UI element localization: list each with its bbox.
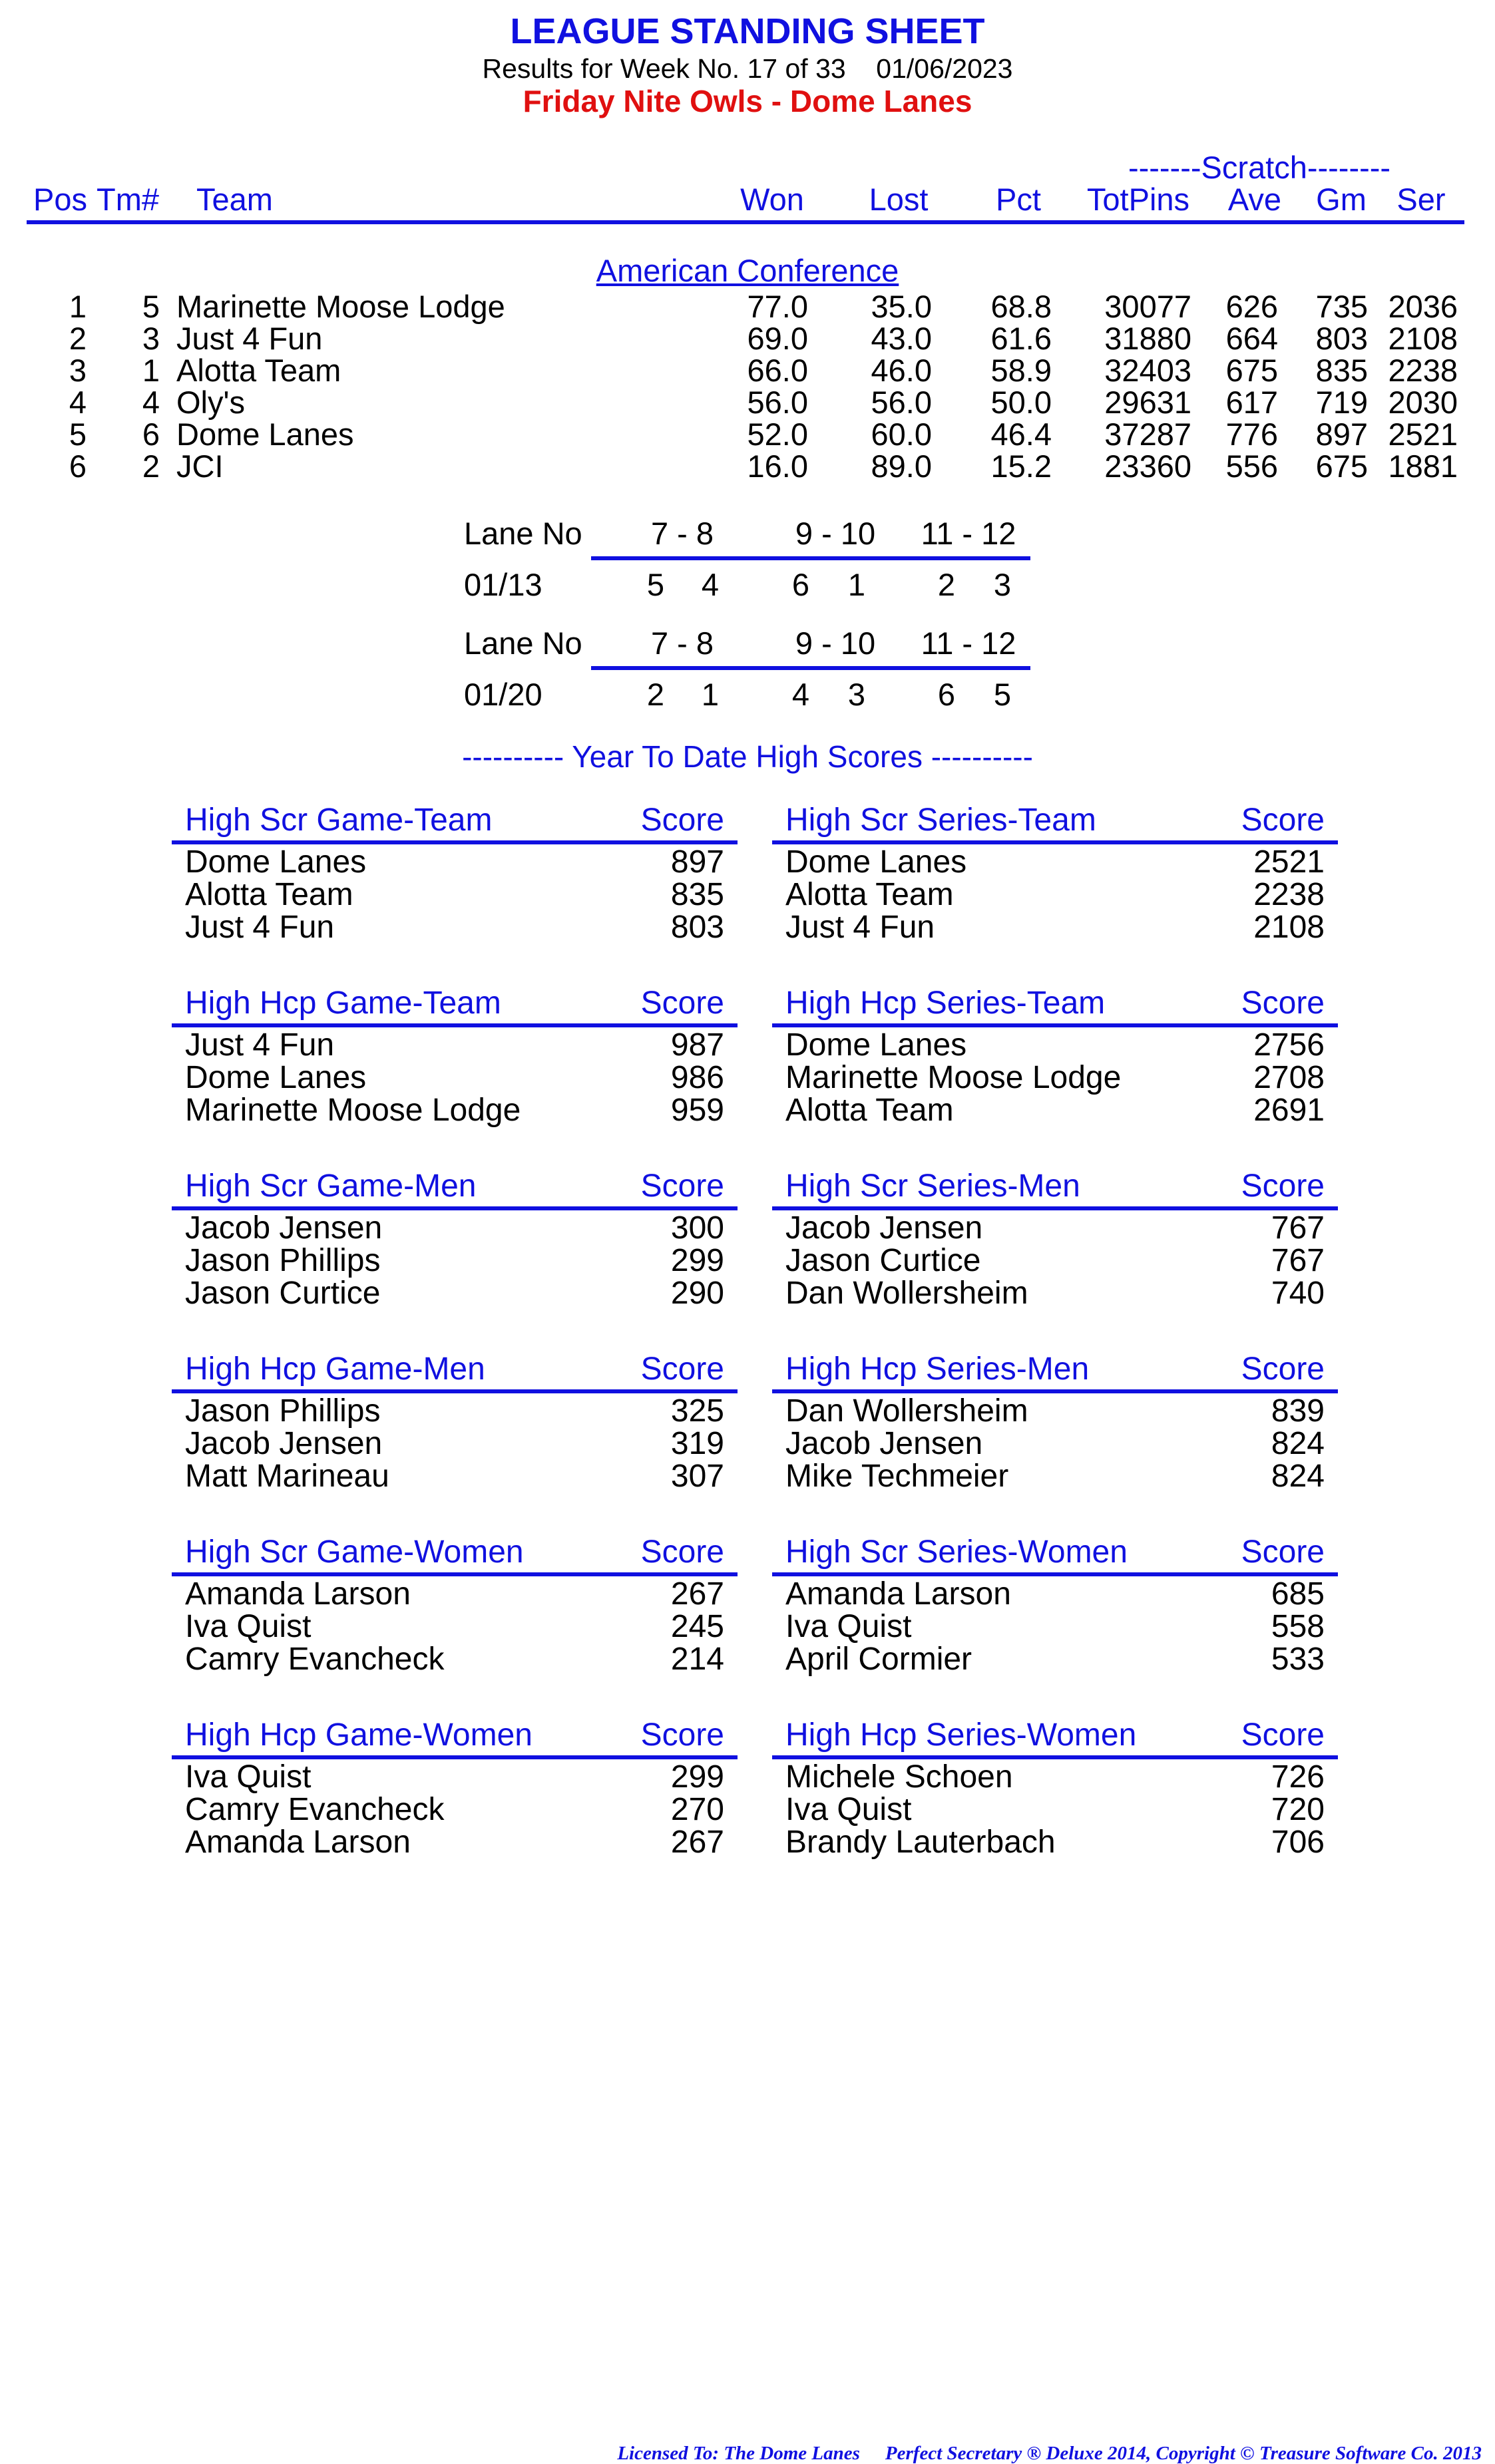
score-box-title: High Scr Series-Team (785, 802, 1096, 838)
lane-date: 01/13 (464, 567, 542, 602)
footer (617, 2443, 1482, 2463)
list-item (172, 1610, 738, 1644)
entry-name: Jacob Jensen (185, 1210, 383, 1246)
pct-cell: 46.4 (990, 417, 1052, 452)
entry-name: Amanda Larson (185, 1825, 411, 1860)
entry-name: Iva Quist (185, 1759, 312, 1795)
list-item (172, 1395, 738, 1428)
score-box-header (172, 985, 738, 1022)
league-name: Friday Nite Owls - Dome Lanes (523, 84, 972, 118)
won-cell: 16.0 (747, 448, 808, 484)
table-row (0, 419, 1495, 450)
license-text: Licensed To: The Dome Lanes (617, 2443, 860, 2464)
entry-name: Dan Wollersheim (785, 1276, 1028, 1311)
sheet-date: 01/06/2023 (876, 53, 1013, 84)
team-cell: Oly's (176, 385, 245, 420)
score-box-high-hcp-series-men (772, 1351, 1338, 1497)
score-column-label: Score (640, 1534, 724, 1570)
entry-name: Camry Evancheck (185, 1792, 445, 1827)
gm-cell: 835 (1315, 353, 1368, 388)
entry-name: Camry Evancheck (185, 1642, 445, 1677)
team-number: 4 (701, 567, 720, 602)
col-team-header: Team (196, 182, 273, 217)
score-column-label: Score (1241, 1717, 1325, 1753)
entry-score: 214 (670, 1642, 724, 1677)
entry-name: Just 4 Fun (185, 1027, 335, 1063)
col-pos-header: Pos (33, 182, 87, 217)
list-item (172, 1578, 738, 1611)
list-item (172, 1061, 738, 1095)
score-box-high-scr-game-men (172, 1168, 738, 1314)
score-box-header (172, 802, 738, 839)
entry-score: 270 (670, 1792, 724, 1827)
list-item (172, 1094, 738, 1127)
entry-score: 2756 (1253, 1027, 1325, 1063)
won-cell: 52.0 (747, 417, 808, 452)
entry-score: 897 (670, 844, 724, 880)
entry-score: 300 (670, 1210, 724, 1246)
entry-score: 835 (670, 877, 724, 912)
totpins-cell: 29631 (1104, 385, 1191, 420)
totpins-cell: 30077 (1104, 289, 1191, 324)
lane-no-label: Lane No (464, 625, 582, 661)
ser-cell: 2108 (1388, 321, 1458, 356)
list-item (772, 846, 1338, 879)
team-cell: Just 4 Fun (176, 321, 323, 356)
score-box-header (772, 802, 1338, 839)
totpins-cell: 32403 (1104, 353, 1191, 388)
entry-name: Dome Lanes (185, 1060, 367, 1095)
entry-score: 959 (670, 1093, 724, 1128)
pos-cell: 4 (69, 385, 87, 420)
entry-name: Matt Marineau (185, 1459, 389, 1494)
list-item (172, 1212, 738, 1245)
team-number: 5 (993, 677, 1012, 712)
score-box-title: High Scr Series-Women (785, 1534, 1128, 1570)
col-pct-header: Pct (996, 182, 1041, 217)
entry-score: 2521 (1253, 844, 1325, 880)
entry-score: 740 (1271, 1276, 1325, 1311)
list-item (772, 1826, 1338, 1859)
entry-score: 987 (670, 1027, 724, 1063)
gm-cell: 719 (1315, 385, 1368, 420)
entry-name: Iva Quist (185, 1609, 312, 1644)
entry-score: 706 (1271, 1825, 1325, 1860)
list-item (172, 1793, 738, 1827)
list-item (772, 1793, 1338, 1827)
col-gm-header: Gm (1316, 182, 1367, 217)
pct-cell: 50.0 (990, 385, 1052, 420)
table-row (0, 387, 1495, 419)
entry-score: 2108 (1253, 910, 1325, 945)
entry-name: Mike Techmeier (785, 1459, 1009, 1494)
team-number: 1 (847, 567, 866, 602)
entry-name: Alotta Team (785, 1093, 954, 1128)
conference-name: American Conference (596, 253, 899, 288)
ave-cell: 776 (1225, 417, 1278, 452)
list-item (772, 1578, 1338, 1611)
table-row (0, 323, 1495, 355)
score-box-title: High Hcp Game-Team (185, 985, 501, 1021)
col-ser-header: Ser (1396, 182, 1446, 217)
entry-name: Just 4 Fun (185, 910, 335, 945)
score-box-high-hcp-game-team (172, 985, 738, 1131)
score-column-label: Score (640, 802, 724, 838)
team-cell: Dome Lanes (176, 417, 354, 452)
entry-name: Jason Phillips (185, 1243, 381, 1278)
team-number: 6 (791, 567, 810, 602)
score-column-label: Score (1241, 1168, 1325, 1204)
lane-pair-label: 11 - 12 (921, 516, 1016, 551)
score-box-title: High Scr Game-Women (185, 1534, 524, 1570)
entry-name: Jason Curtice (785, 1243, 981, 1278)
entry-name: Iva Quist (785, 1609, 912, 1644)
score-box-header (772, 1351, 1338, 1388)
ave-cell: 675 (1225, 353, 1278, 388)
score-box-high-scr-game-women (172, 1534, 738, 1680)
won-cell: 77.0 (747, 289, 808, 324)
entry-name: Just 4 Fun (785, 910, 935, 945)
list-item (772, 1460, 1338, 1493)
ser-cell: 1881 (1388, 448, 1458, 484)
ave-cell: 556 (1225, 448, 1278, 484)
entry-score: 824 (1271, 1459, 1325, 1494)
entry-score: 299 (670, 1759, 724, 1795)
entry-name: Michele Schoen (785, 1759, 1013, 1795)
lane-date: 01/20 (464, 677, 542, 712)
list-item (172, 878, 738, 912)
lane-pair-label: 7 - 8 (650, 516, 714, 551)
entry-score: 720 (1271, 1792, 1325, 1827)
score-box-header (172, 1717, 738, 1754)
totpins-cell: 37287 (1104, 417, 1191, 452)
list-item (772, 1610, 1338, 1644)
score-box-header (172, 1351, 738, 1388)
scratch-label: -------Scratch-------- (1128, 150, 1391, 185)
list-item (172, 1244, 738, 1278)
team-number: 5 (646, 567, 665, 602)
lost-cell: 43.0 (871, 321, 932, 356)
list-item (172, 1643, 738, 1676)
entry-score: 2708 (1253, 1060, 1325, 1095)
score-column-label: Score (640, 985, 724, 1021)
entry-score: 839 (1271, 1393, 1325, 1429)
score-column-label: Score (1241, 802, 1325, 838)
score-box-title: High Scr Series-Men (785, 1168, 1080, 1204)
list-item (772, 1061, 1338, 1095)
lane-pair-label: 7 - 8 (650, 625, 714, 661)
ave-cell: 664 (1225, 321, 1278, 356)
score-box-header (772, 1534, 1338, 1571)
team-cell: Alotta Team (176, 353, 341, 388)
gm-cell: 735 (1315, 289, 1368, 324)
lane-rule (591, 666, 1030, 670)
team-number: 3 (847, 677, 866, 712)
lane-pair-label: 11 - 12 (921, 625, 1016, 661)
lane-pair-label: 9 - 10 (795, 516, 876, 551)
list-item (772, 1029, 1338, 1062)
score-box-header (772, 985, 1338, 1022)
pct-cell: 58.9 (990, 353, 1052, 388)
score-box-high-scr-game-team (172, 802, 738, 948)
entry-score: 726 (1271, 1759, 1325, 1795)
team-cell: JCI (176, 448, 224, 484)
list-item (172, 1761, 738, 1794)
lane-pair-label: 9 - 10 (795, 625, 876, 661)
col-won-header: Won (740, 182, 804, 217)
score-box-header (172, 1534, 738, 1571)
entry-name: Iva Quist (785, 1792, 912, 1827)
score-box-title: High Hcp Series-Women (785, 1717, 1137, 1753)
score-column-label: Score (1241, 985, 1325, 1021)
entry-score: 307 (670, 1459, 724, 1494)
score-box-high-hcp-game-men (172, 1351, 738, 1497)
score-box-header (772, 1168, 1338, 1205)
entry-score: 685 (1271, 1576, 1325, 1612)
won-cell: 69.0 (747, 321, 808, 356)
entry-score: 986 (670, 1060, 724, 1095)
entry-name: Dome Lanes (185, 844, 367, 880)
col-ave-header: Ave (1227, 182, 1282, 217)
list-item (172, 1029, 738, 1062)
entry-score: 267 (670, 1825, 724, 1860)
tm-cell: 4 (142, 385, 160, 420)
table-row (0, 450, 1495, 482)
entry-name: Dome Lanes (785, 844, 967, 880)
lost-cell: 56.0 (871, 385, 932, 420)
score-column-label: Score (1241, 1351, 1325, 1387)
score-column-label: Score (640, 1351, 724, 1387)
score-box-title: High Hcp Series-Men (785, 1351, 1090, 1387)
team-number: 2 (646, 677, 665, 712)
entry-name: Amanda Larson (185, 1576, 411, 1612)
copyright-text: Perfect Secretary ® Deluxe 2014, Copyright © Treasure Software Co. 2013 (885, 2443, 1482, 2464)
entry-name: Brandy Lauterbach (785, 1825, 1056, 1860)
col-totpins-header: TotPins (1086, 182, 1190, 217)
pct-cell: 68.8 (990, 289, 1052, 324)
pos-cell: 6 (69, 448, 87, 484)
table-row (0, 291, 1495, 323)
ser-cell: 2030 (1388, 385, 1458, 420)
entry-score: 803 (670, 910, 724, 945)
lane-rule (591, 556, 1030, 560)
list-item (772, 1761, 1338, 1794)
entry-name: Jason Phillips (185, 1393, 381, 1429)
entry-name: Jacob Jensen (785, 1426, 983, 1461)
entry-score: 2691 (1253, 1093, 1325, 1128)
entry-score: 767 (1271, 1210, 1325, 1246)
score-column-label: Score (1241, 1534, 1325, 1570)
team-number: 6 (937, 677, 956, 712)
totpins-cell: 31880 (1104, 321, 1191, 356)
gm-cell: 803 (1315, 321, 1368, 356)
gm-cell: 675 (1315, 448, 1368, 484)
col-lost-header: Lost (869, 182, 929, 217)
tm-cell: 5 (142, 289, 160, 324)
entry-name: Dan Wollersheim (785, 1393, 1028, 1429)
lane-no-label: Lane No (464, 516, 582, 551)
pos-cell: 5 (69, 417, 87, 452)
score-box-high-scr-series-men (772, 1168, 1338, 1314)
score-box-high-hcp-game-women (172, 1717, 738, 1863)
tm-cell: 6 (142, 417, 160, 452)
entry-score: 533 (1271, 1642, 1325, 1677)
lane-block (0, 516, 1495, 609)
entry-name: Alotta Team (785, 877, 954, 912)
lane-block (0, 625, 1495, 719)
ave-cell: 626 (1225, 289, 1278, 324)
list-item (172, 1277, 738, 1310)
entry-score: 2238 (1253, 877, 1325, 912)
list-item (172, 1460, 738, 1493)
score-column-label: Score (640, 1717, 724, 1753)
list-item (772, 878, 1338, 912)
entry-name: April Cormier (785, 1642, 972, 1677)
entry-score: 767 (1271, 1243, 1325, 1278)
team-number: 2 (937, 567, 956, 602)
entry-score: 299 (670, 1243, 724, 1278)
score-box-title: High Hcp Series-Team (785, 985, 1106, 1021)
score-box-high-scr-series-women (772, 1534, 1338, 1680)
pct-cell: 61.6 (990, 321, 1052, 356)
entry-score: 558 (1271, 1609, 1325, 1644)
list-item (172, 911, 738, 944)
score-box-title: High Scr Game-Men (185, 1168, 477, 1204)
entry-name: Jacob Jensen (785, 1210, 983, 1246)
table-row (0, 355, 1495, 387)
score-column-label: Score (640, 1168, 724, 1204)
col-tm-header: Tm# (97, 182, 159, 217)
header-rule (27, 220, 1464, 224)
list-item (772, 1277, 1338, 1310)
week-text: Results for Week No. 17 of 33 (482, 53, 846, 84)
score-box-title: High Hcp Game-Women (185, 1717, 533, 1753)
entry-score: 245 (670, 1609, 724, 1644)
list-item (172, 1427, 738, 1461)
ser-cell: 2238 (1388, 353, 1458, 388)
lost-cell: 89.0 (871, 448, 932, 484)
entry-name: Marinette Moose Lodge (185, 1093, 521, 1128)
won-cell: 56.0 (747, 385, 808, 420)
score-box-high-hcp-series-women (772, 1717, 1338, 1863)
tm-cell: 2 (142, 448, 160, 484)
list-item (772, 1094, 1338, 1127)
pct-cell: 15.2 (990, 448, 1052, 484)
entry-score: 325 (670, 1393, 724, 1429)
pos-cell: 1 (69, 289, 87, 324)
list-item (772, 911, 1338, 944)
list-item (772, 1244, 1338, 1278)
lost-cell: 35.0 (871, 289, 932, 324)
ave-cell: 617 (1225, 385, 1278, 420)
team-number: 1 (701, 677, 720, 712)
pos-cell: 3 (69, 353, 87, 388)
score-box-header (172, 1168, 738, 1205)
entry-score: 290 (670, 1276, 724, 1311)
ytd-title: ---------- Year To Date High Scores ---------- (462, 739, 1033, 774)
tm-cell: 1 (142, 353, 160, 388)
gm-cell: 897 (1315, 417, 1368, 452)
ser-cell: 2521 (1388, 417, 1458, 452)
tm-cell: 3 (142, 321, 160, 356)
list-item (772, 1427, 1338, 1461)
entry-score: 319 (670, 1426, 724, 1461)
won-cell: 66.0 (747, 353, 808, 388)
entry-score: 824 (1271, 1426, 1325, 1461)
list-item (172, 1826, 738, 1859)
score-box-high-scr-series-team (772, 802, 1338, 948)
entry-name: Amanda Larson (785, 1576, 1011, 1612)
ser-cell: 2036 (1388, 289, 1458, 324)
entry-name: Alotta Team (185, 877, 353, 912)
entry-name: Dome Lanes (785, 1027, 967, 1063)
entry-name: Marinette Moose Lodge (785, 1060, 1122, 1095)
entry-score: 267 (670, 1576, 724, 1612)
list-item (172, 846, 738, 879)
team-number: 4 (791, 677, 810, 712)
totpins-cell: 23360 (1104, 448, 1191, 484)
entry-name: Jacob Jensen (185, 1426, 383, 1461)
score-box-title: High Scr Game-Team (185, 802, 493, 838)
sheet-title: LEAGUE STANDING SHEET (510, 11, 985, 51)
score-box-high-hcp-series-team (772, 985, 1338, 1131)
list-item (772, 1643, 1338, 1676)
lost-cell: 46.0 (871, 353, 932, 388)
list-item (772, 1212, 1338, 1245)
list-item (772, 1395, 1338, 1428)
entry-name: Jason Curtice (185, 1276, 381, 1311)
lost-cell: 60.0 (871, 417, 932, 452)
score-box-header (772, 1717, 1338, 1754)
pos-cell: 2 (69, 321, 87, 356)
team-number: 3 (993, 567, 1012, 602)
week-subtitle (0, 53, 1495, 84)
team-cell: Marinette Moose Lodge (176, 289, 505, 324)
score-box-title: High Hcp Game-Men (185, 1351, 485, 1387)
